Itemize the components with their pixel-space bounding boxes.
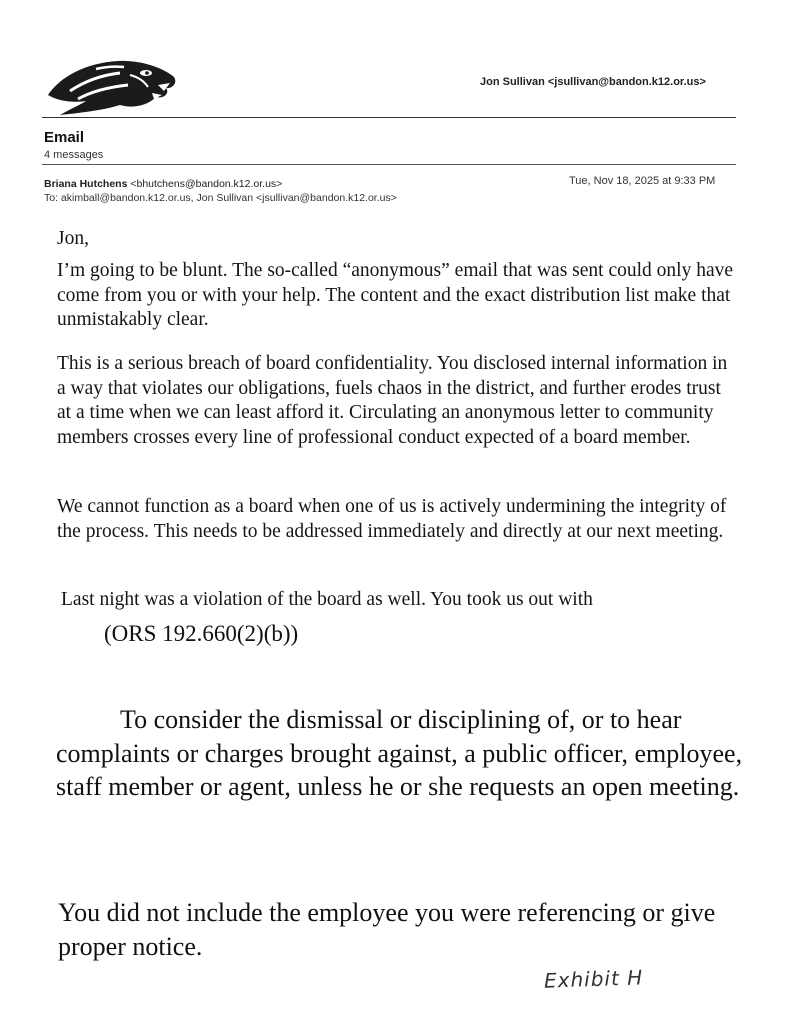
message-date: Tue, Nov 18, 2025 at 9:33 PM [569, 175, 716, 187]
statute-quote: To consider the dismissal or disciplining of, or to hear complaints or charges brought against, a public officer, employee, staff member or agent, unless he or she requests an open meeting. [56, 705, 743, 801]
message-paragraph: Last night was a violation of the board as well. You took us out with [61, 589, 593, 610]
message-greeting: Jon, [57, 228, 89, 249]
thread-message-count: 4 messages [44, 149, 104, 161]
message-recipients: To: akimball@bandon.k12.or.us, Jon Sullivan <jsullivan@bandon.k12.or.us> [44, 192, 397, 204]
tiger-logo-icon [40, 55, 180, 117]
message-paragraph: This is a serious breach of board confidentiality. You disclosed internal information in a way that violates our obligations, fuels chaos in the district, and further erodes trust at a time when we can least afford it. Circulating an anonymous letter to community members crosses every line of professional conduct expected of a board member. [57, 353, 728, 448]
message-paragraph: I’m going to be blunt. The so-called “anonymous” email that was sent could only have come from you or with your help. The content and the exact distribution list make that unmistakably clear. [57, 260, 734, 330]
message-paragraph: We cannot function as a board when one of us is actively undermining the integrity of the process. This needs to be addressed immediately and directly at our next meeting. [57, 496, 727, 542]
account-email: Jon Sullivan <jsullivan@bandon.k12.or.us> [480, 76, 706, 88]
sender-email: <bhutchens@bandon.k12.or.us> [130, 178, 283, 190]
thread-divider [42, 164, 736, 165]
header-divider [42, 117, 736, 118]
sender-name: Briana Hutchens [44, 178, 128, 190]
exhibit-label: Exhibit H [543, 965, 644, 993]
thread-title: Email [44, 129, 85, 146]
message-sender [44, 178, 282, 190]
statute-reference: (ORS 192.660(2)(b)) [104, 621, 299, 646]
closing-note: You did not include the employee you were referencing or give proper notice. [58, 898, 716, 961]
